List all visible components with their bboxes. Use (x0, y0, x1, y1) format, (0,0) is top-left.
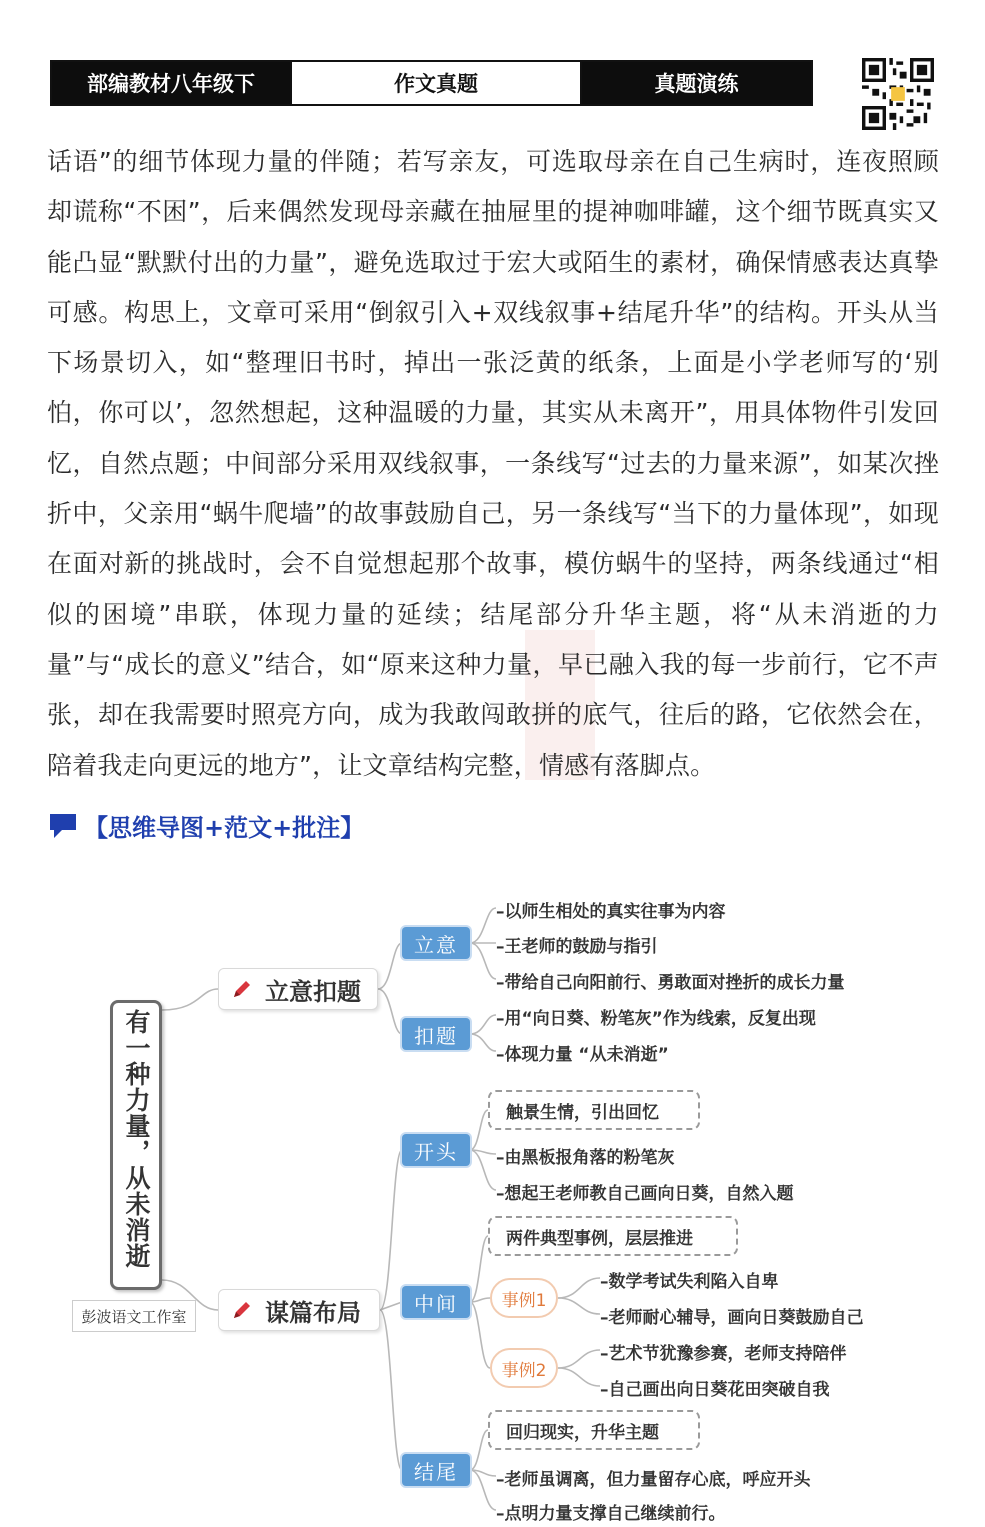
leaf-example1-2: –老师耐心辅导，画向日葵鼓励自己 (600, 1308, 864, 1328)
header-bar (50, 60, 813, 106)
zhongjian-summary: 两件典型事例，层层推进 (488, 1216, 738, 1256)
header-practice: 真题演练 (582, 62, 811, 104)
qr-code-icon (862, 58, 934, 130)
tag-zhongjian: 中间 (402, 1286, 470, 1318)
leaf-example1-1: –数学考试失利陷入自卑 (600, 1272, 779, 1292)
author-label: 彭波语文工作室 (72, 1300, 196, 1332)
section-title (48, 808, 364, 843)
branch-theme-label: 立意扣题 (265, 977, 361, 1006)
leaf-jiewei-2: –点明力量支撑自己继续前行。 (496, 1504, 726, 1524)
mind-map (0, 880, 985, 1527)
pencil-icon (231, 978, 253, 1000)
pencil-icon (231, 1299, 253, 1321)
example-1: 事例1 (490, 1278, 558, 1318)
leaf-liyi-3: –带给自己向阳前行、勇敢面对挫折的成长力量 (496, 973, 845, 993)
tag-liyi: 立意 (402, 927, 470, 959)
chat-bubble-icon (48, 812, 78, 840)
leaf-example2-2: –自己画出向日葵花田突破自我 (600, 1380, 830, 1400)
jiewei-summary: 回归现实，升华主题 (488, 1410, 700, 1450)
branch-theme (218, 968, 378, 1010)
leaf-kouti-1: –用“向日葵、粉笔灰”作为线索，反复出现 (496, 1009, 816, 1029)
header-grade: 部编教材八年级下 (52, 62, 290, 104)
leaf-liyi-1: –以师生相处的真实往事为内容 (496, 902, 726, 922)
leaf-kaitou-1: –由黑板报角落的粉笔灰 (496, 1148, 675, 1168)
leaf-example2-1: –艺术节犹豫参赛，老师支持陪伴 (600, 1344, 847, 1364)
leaf-liyi-2: –王老师的鼓励与指引 (496, 937, 658, 957)
mind-map-root (110, 1000, 162, 1290)
kaitou-summary: 触景生情，引出回忆 (488, 1090, 700, 1130)
leaf-kouti-2: –体现力量 “从未消逝” (496, 1045, 669, 1065)
branch-structure (218, 1289, 380, 1331)
root-label: 有一种力量，从未消逝 (122, 1009, 151, 1269)
branch-structure-label: 谋篇布局 (265, 1298, 361, 1327)
section-title-label: 【思维导图+范文+批注】 (84, 814, 365, 842)
leaf-kaitou-2: –想起王老师教自己画向日葵，自然入题 (496, 1184, 794, 1204)
essay-text: 话语”的细节体现力量的伴随；若写亲友，可选取母亲在自己生病时，连夜照顾却谎称“不困”，后来偶然发现母亲藏在抽屉里的提神咖啡罐，这个细节既真实又能凸显“默默付出的力量”，避免选取过于宏大或陌生的素材，确保情感表达真挚可感。构思上，文章可采用“倒叙引入+双线叙事+结尾升华”的结构。开头从当下场景切入，如“整理旧书时，掉出一张泛黄的纸条，上面是小学老师写的‘别怕，你可以’，忽然想起，这种温暖的力量，其实从未离开”，用具体物件引发回忆，自然点题；中间部分采用双线叙事，一条线写“过去的力量来源”，如某次挫折中，父亲用“蜗牛爬墙”的故事鼓励自己，另一条线写“当下的力量体现”，如现在面对新的挑战时，会不自觉想起那个故事，模仿蜗牛的坚持，两条线通过“相似的困境”串联，体现力量的延续；结尾部分升华主题，将“从未消逝的力量”与“成长的意义”结合，如“原来这种力量，早已融入我的每一步前行，它不声张，却在我需要时照亮方向，成为我敢闯敢拼的底气，往后的路，它依然会在，陪着我走向更远的地方”，让文章结构完整，情感有落脚点。 (47, 147, 939, 780)
tag-kaitou: 开头 (402, 1134, 470, 1166)
example-2: 事例2 (490, 1348, 558, 1388)
leaf-jiewei-1: –老师虽调离，但力量留存心底，呼应开头 (496, 1470, 811, 1490)
tag-kouti: 扣题 (402, 1018, 470, 1050)
tag-jiewei: 结尾 (402, 1454, 470, 1486)
essay-paragraph (47, 137, 939, 791)
header-category: 作文真题 (290, 62, 582, 104)
